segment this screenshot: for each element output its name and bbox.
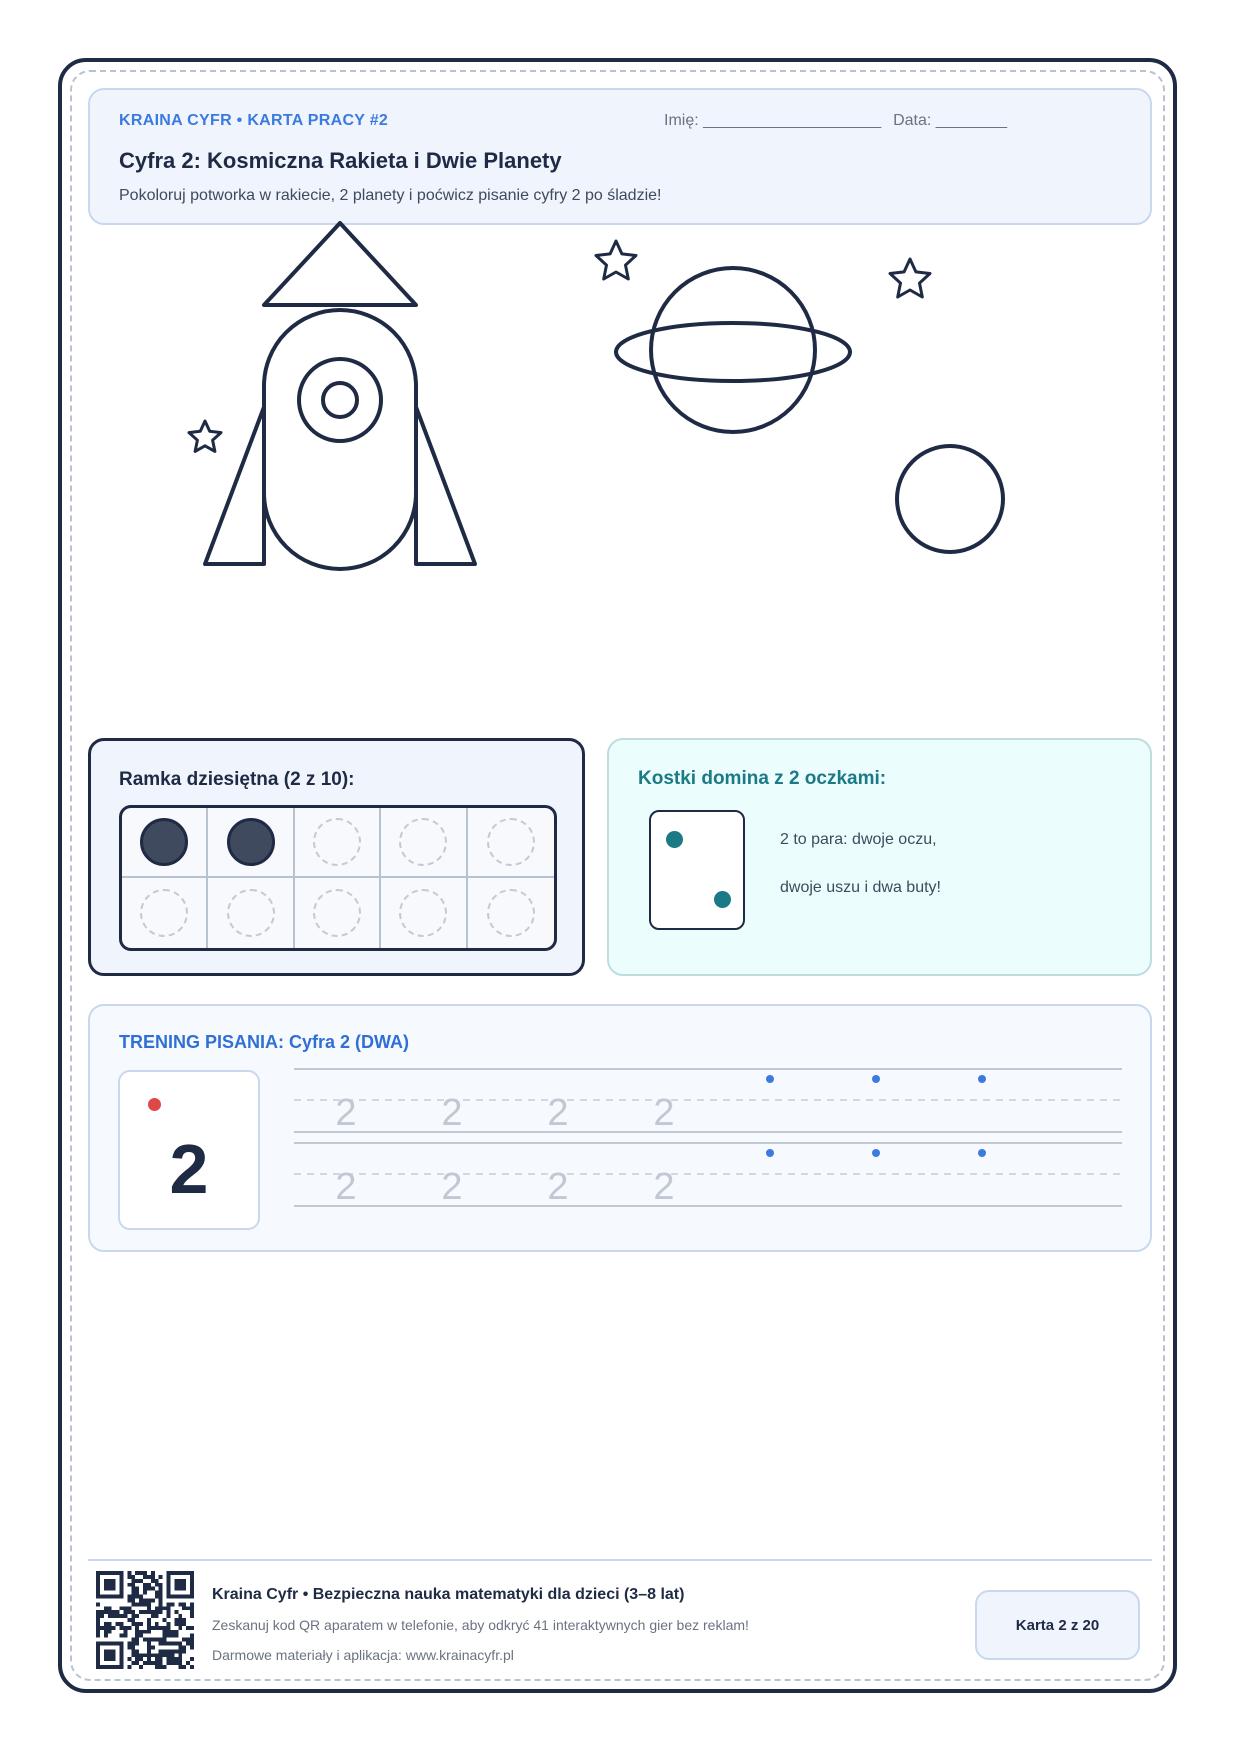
coloring-area[interactable] xyxy=(150,215,1050,585)
small-planet[interactable] xyxy=(897,446,1003,552)
trace-digit[interactable]: 2 xyxy=(653,1092,675,1134)
start-dot[interactable] xyxy=(872,1149,880,1157)
ten-frame-cell xyxy=(295,878,381,948)
counter-empty[interactable] xyxy=(399,889,447,937)
start-dot[interactable] xyxy=(766,1075,774,1083)
ten-frame-cell xyxy=(122,808,208,878)
qr-code[interactable] xyxy=(96,1571,194,1669)
ten-frame-cell xyxy=(468,808,554,878)
counter-empty[interactable] xyxy=(399,818,447,866)
trace-digit[interactable]: 2 xyxy=(441,1092,463,1134)
domino-panel xyxy=(607,738,1152,976)
model-digit-card xyxy=(118,1070,260,1230)
domino-title: Kostki domina z 2 oczkami: xyxy=(638,768,887,789)
writing-practice-panel xyxy=(88,1004,1152,1252)
ten-frame-title: Ramka dziesiętna (2 z 10): xyxy=(119,769,355,790)
footer-website[interactable]: Darmowe materiały i aplikacja: www.krainacyfr.pl xyxy=(212,1647,514,1663)
brand-label: KRAINA CYFR • KARTA PRACY #2 xyxy=(119,112,389,129)
counter-filled xyxy=(227,818,275,866)
ten-frame-grid xyxy=(119,805,557,951)
counter-empty[interactable] xyxy=(227,889,275,937)
footer-qr-hint: Zeskanuj kod QR aparatem w telefonie, aby odkryć 41 interaktywnych gier bez reklam! xyxy=(212,1617,749,1633)
ten-frame-cell xyxy=(468,878,554,948)
counter-filled xyxy=(140,818,188,866)
trace-digit[interactable]: 2 xyxy=(547,1166,569,1208)
writing-title: TRENING PISANIA: Cyfra 2 (DWA) xyxy=(119,1032,410,1052)
ten-frame-cell xyxy=(208,808,294,878)
page-number-badge: Karta 2 z 20 xyxy=(975,1590,1140,1660)
footer-title: Kraina Cyfr • Bezpieczna nauka matematyki dla dzieci (3–8 lat) xyxy=(212,1586,685,1603)
name-date-fields xyxy=(664,112,1007,130)
trace-digit[interactable]: 2 xyxy=(547,1092,569,1134)
counter-empty[interactable] xyxy=(140,889,188,937)
star-icon[interactable] xyxy=(596,241,636,279)
rocket[interactable] xyxy=(205,223,475,569)
trace-digit[interactable]: 2 xyxy=(441,1166,463,1208)
start-dot[interactable] xyxy=(766,1149,774,1157)
star-icon[interactable] xyxy=(189,421,221,451)
name-field[interactable]: Imię: ____________________ xyxy=(664,112,882,129)
page-title: Cyfra 2: Kosmiczna Rakieta i Dwie Planety xyxy=(119,148,562,173)
date-field[interactable]: Data: ________ xyxy=(893,112,1007,129)
trace-digit[interactable]: 2 xyxy=(335,1166,357,1208)
start-dot[interactable] xyxy=(872,1075,880,1083)
instructions: Pokoloruj potworka w rakiecie, 2 planety i poćwicz pisanie cyfry 2 po śladzie! xyxy=(119,187,662,204)
ringed-planet[interactable] xyxy=(616,268,850,432)
ten-frame-cell xyxy=(122,878,208,948)
model-digit: 2 xyxy=(169,1130,209,1208)
domino-pip xyxy=(666,831,683,848)
domino-text-line-2: dwoje uszu i dwa buty! xyxy=(780,879,941,896)
tracing-lines[interactable] xyxy=(294,1068,1122,1228)
worksheet-header xyxy=(88,88,1152,225)
ten-frame-cell xyxy=(381,878,467,948)
counter-empty[interactable] xyxy=(487,889,535,937)
ten-frame-cell xyxy=(381,808,467,878)
start-dot[interactable] xyxy=(978,1149,986,1157)
counter-empty[interactable] xyxy=(313,889,361,937)
start-dot[interactable] xyxy=(978,1075,986,1083)
ten-frame-panel xyxy=(88,738,585,976)
counter-empty[interactable] xyxy=(487,818,535,866)
start-point-dot xyxy=(148,1098,161,1111)
trace-digit[interactable]: 2 xyxy=(335,1092,357,1134)
star-icon[interactable] xyxy=(890,259,930,297)
domino-text-line-1: 2 to para: dwoje oczu, xyxy=(780,831,937,848)
domino-pip xyxy=(714,891,731,908)
ten-frame-cell xyxy=(295,808,381,878)
footer-divider xyxy=(88,1559,1152,1561)
counter-empty[interactable] xyxy=(313,818,361,866)
domino-tile xyxy=(649,810,745,930)
ten-frame-cell xyxy=(208,878,294,948)
trace-digit[interactable]: 2 xyxy=(653,1166,675,1208)
